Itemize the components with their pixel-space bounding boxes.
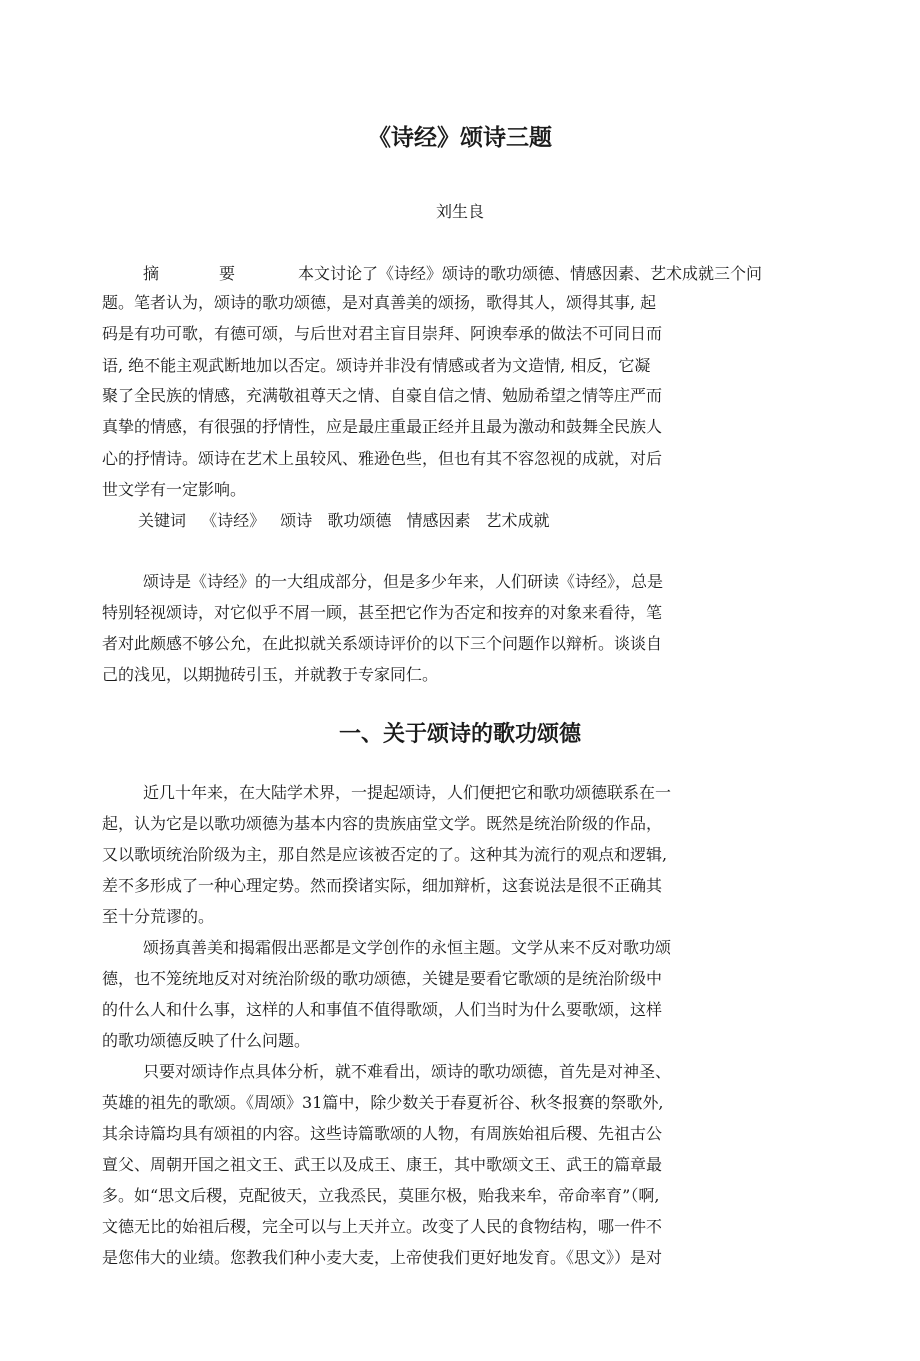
body-line: 德，也不笼统地反对对统治阶级的歌功颂德，关键是要看它歌颂的是统治阶级中 [102, 969, 663, 988]
abstract-line: 心的抒情诗。颂诗在艺术上虽较风、雅逊色些，但也有其不容忽视的成就，对后 [102, 449, 663, 468]
abstract-line: 码是有功可歌，有德可颂，与后世对君主盲目崇拜、阿谀奉承的做法不可同日而 [102, 324, 663, 343]
abstract-line: 世文学有一定影响。 [102, 480, 247, 499]
abstract-line: 真挚的情感，有很强的抒情性，应是最庄重最正经并且最为激动和鼓舞全民族人 [102, 417, 663, 436]
keyword: 艺术成就 [485, 511, 550, 530]
document-title: 《诗经》颂诗三题 [368, 125, 552, 151]
body-line: 亶父、周朝开国之祖文王、武王以及成王、康王，其中歌颂文王、武王的篇章最 [102, 1155, 663, 1174]
body-line: 颂扬真善美和揭霜假出恶都是文学创作的永恒主题。文学从来不反对歌功颂 [143, 938, 672, 957]
body-line: 英雄的祖先的歌颂。《周颂》31篇中，除少数关于春夏祈谷、秋冬报赛的祭歌外, [102, 1093, 664, 1112]
body-line: 是您伟大的业绩。您教我们种小麦大麦，上帝使我们更好地发育。《思文》）是对 [102, 1248, 663, 1267]
abstract-label-char-1: 摘 [143, 264, 160, 283]
intro-line: 特别轻视颂诗，对它似乎不屑一顾，甚至把它作为否定和按弃的对象来看待，笔 [102, 603, 663, 622]
body-line: 又以歌顷统治阶级为主，那自然是应该被否定的了。这种其为流行的观点和逻辑, [102, 845, 668, 864]
abstract-line: 聚了全民族的情感，充满敬祖尊天之情、自豪自信之情、勉励希望之情等庄严而 [102, 386, 663, 405]
section-heading: 一、关于颂诗的歌功颂德 [338, 722, 581, 747]
abstract-line: 本文讨论了《诗经》颂诗的歌功颂德、情感因素、艺术成就三个问 [298, 264, 763, 283]
keyword: 《诗经》 [201, 511, 266, 530]
keyword: 颂诗 [280, 511, 313, 530]
abstract-line: 语, 绝不能主观武断地加以否定。颂诗并非没有情感或者为文造情, 相反，它凝 [102, 356, 651, 375]
keywords-label: 关键词 [138, 511, 187, 530]
intro-line: 者对此颇感不够公允，在此拟就关系颂诗评价的以下三个问题作以辩析。谈谈自 [102, 634, 663, 653]
body-line: 近几十年来，在大陆学术界，一提起颂诗，人们便把它和歌功颂德联系在一 [143, 783, 672, 802]
body-line: 文德无比的始祖后稷，完全可以与上天并立。改变了人民的食物结构，哪一件不 [102, 1217, 663, 1236]
abstract-label-char-2: 要 [219, 264, 236, 283]
keywords-line [138, 509, 560, 533]
body-line: 的什么人和什么事，这样的人和事值不值得歌颂，人们当时为什么要歌颂，这样 [102, 1000, 663, 1019]
body-line: 至十分荒谬的。 [102, 907, 215, 926]
body-line: 起，认为它是以歌功颂德为基本内容的贵族庙堂文学。既然是统治阶级的作品， [102, 814, 663, 833]
abstract-line: 题。笔者认为，颂诗的歌功颂德，是对真善美的颂扬，歌得其人，颂得其事, 起 [102, 293, 657, 312]
intro-line: 己的浅见，以期抛砖引玉，并就教于专家同仁。 [102, 665, 439, 684]
keyword: 歌功颂德 [327, 511, 392, 530]
author-name: 刘生良 [435, 202, 484, 221]
body-line: 只要对颂诗作点具体分析，就不难看出，颂诗的歌功颂德，首先是对神圣、 [143, 1062, 672, 1081]
body-line: 多。如“思文后稷，克配彼天，立我烝民，莫匪尔极，贻我来牟，帝命率育”（啊, [102, 1186, 660, 1205]
body-line: 其余诗篇均具有颂祖的内容。这些诗篇歌颂的人物，有周族始祖后稷、先祖古公 [102, 1124, 663, 1143]
body-line: 的歌功颂德反映了什么问题。 [102, 1031, 311, 1050]
intro-line: 颂诗是《诗经》的一大组成部分，但是多少年来，人们研读《诗经》，总是 [143, 572, 664, 591]
keyword: 情感因素 [406, 511, 471, 530]
body-line: 差不多形成了一种心理定势。然而揆诸实际，细加辩析，这套说法是很不正确其 [102, 876, 663, 895]
